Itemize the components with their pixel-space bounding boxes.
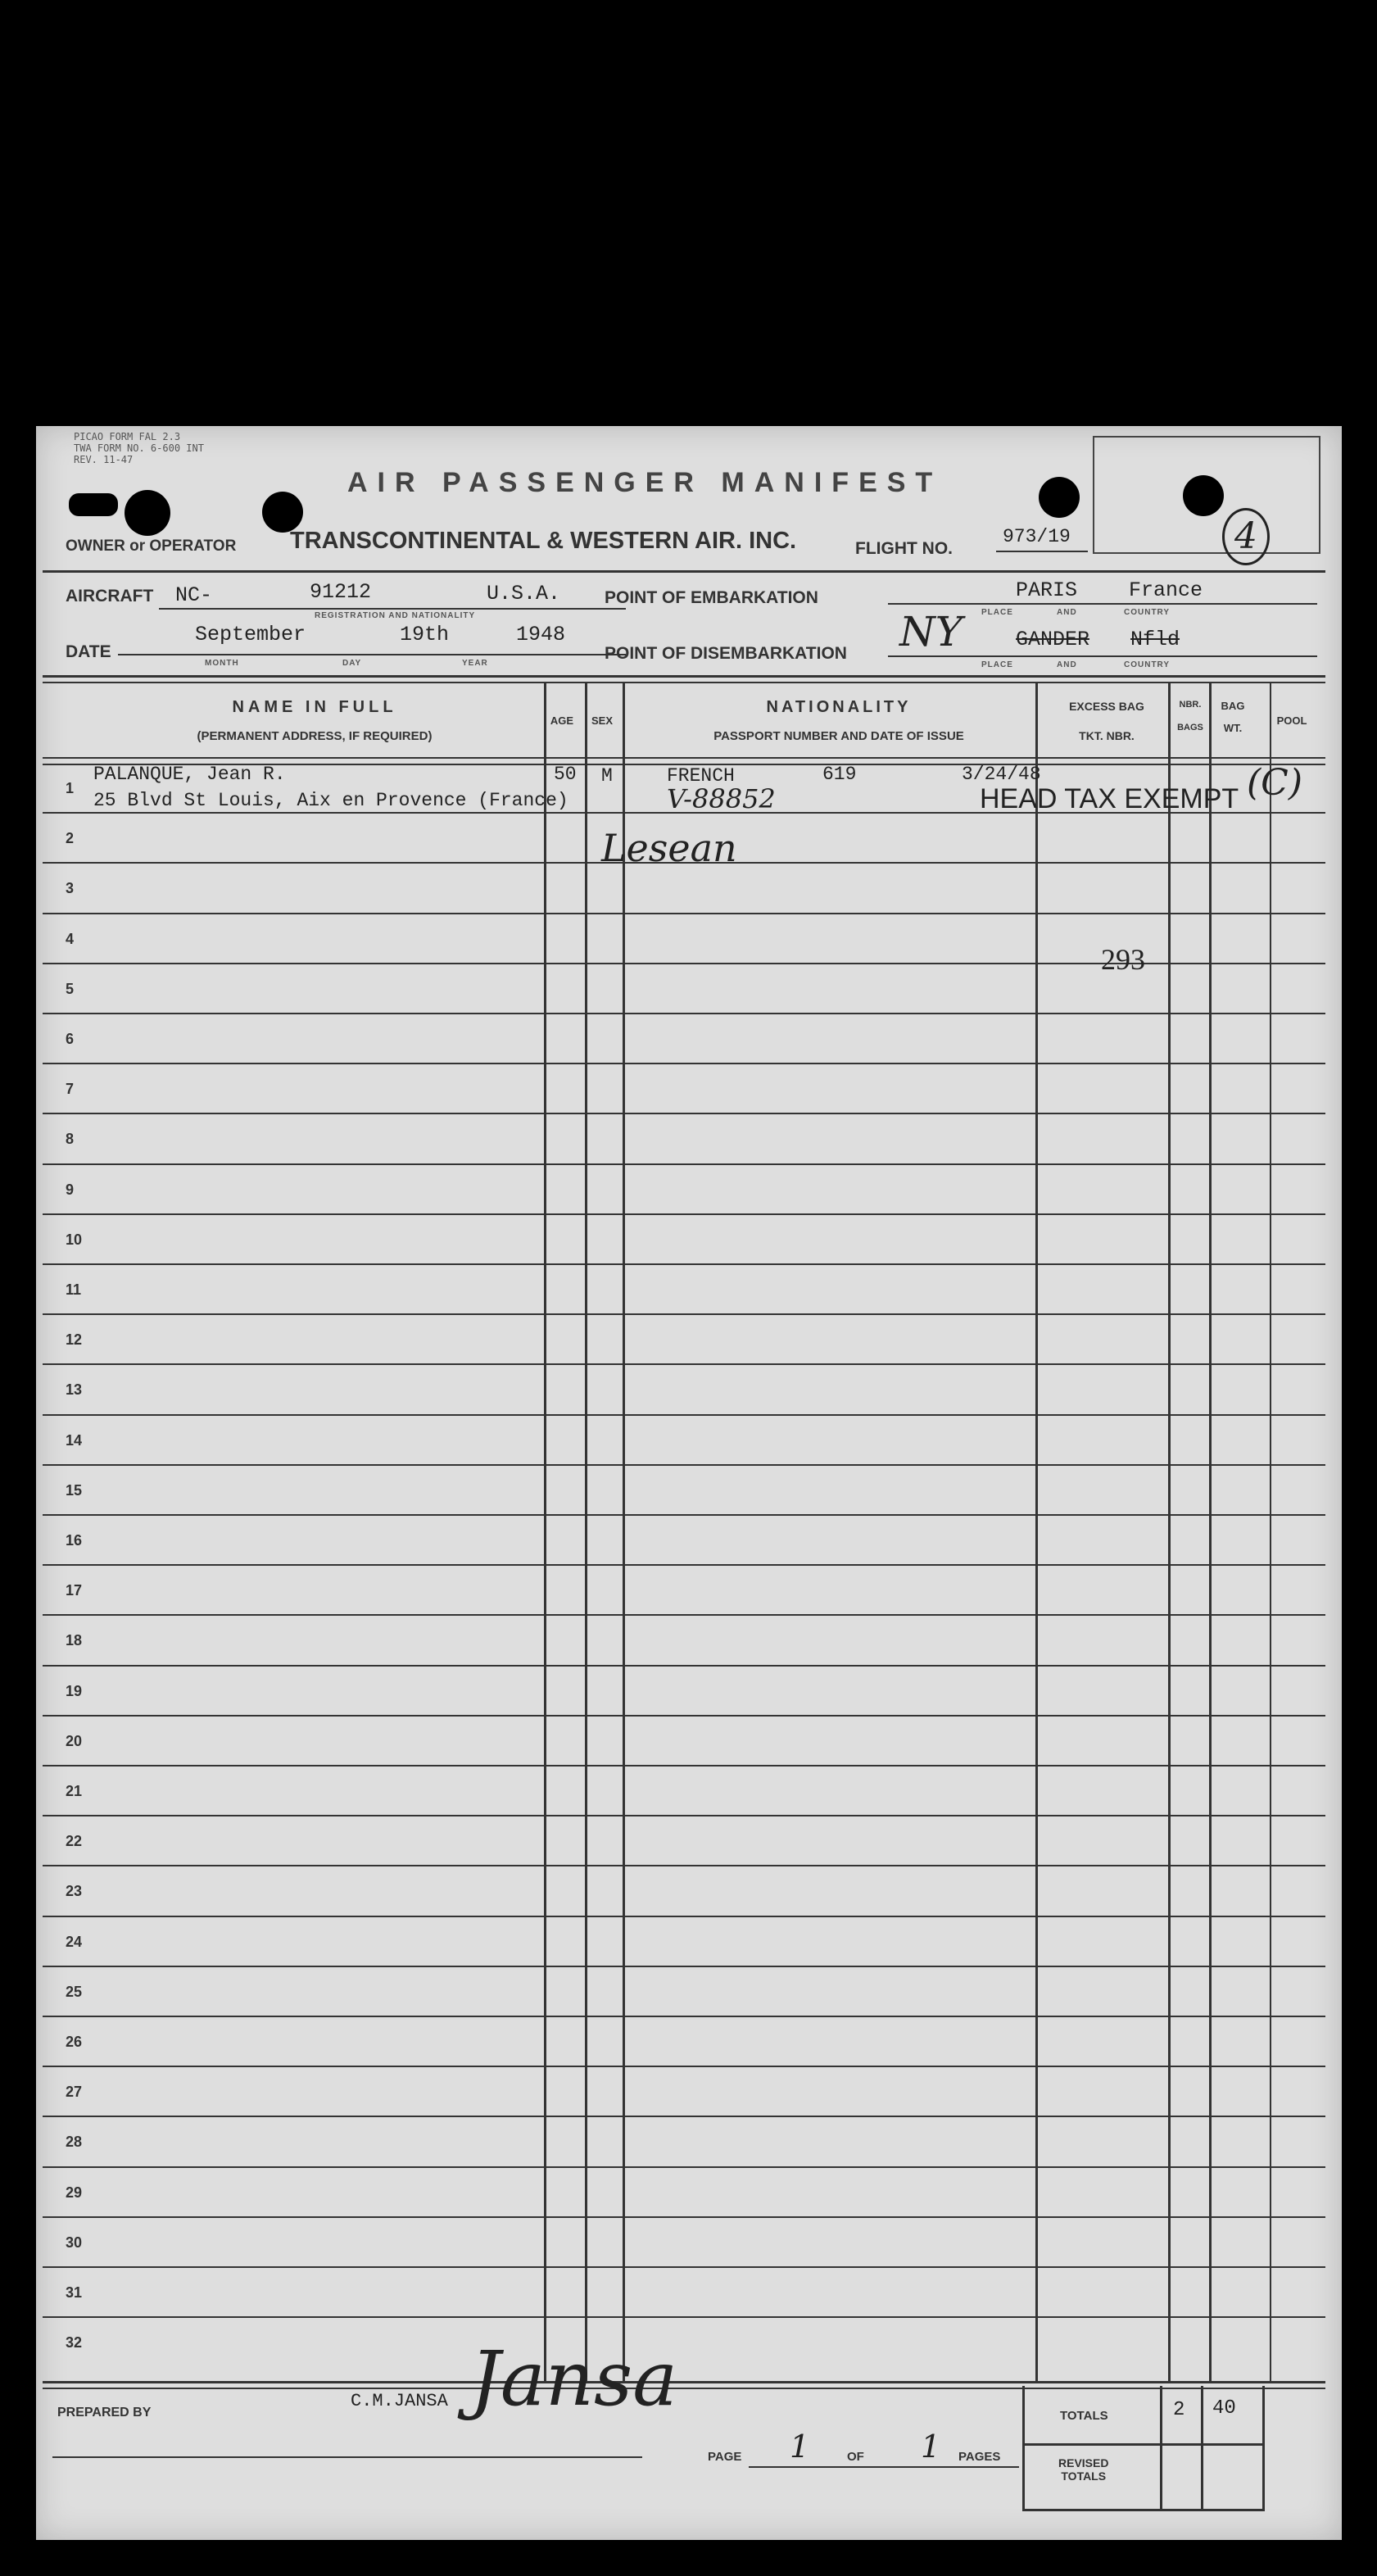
passenger-signature: Lesean [601, 826, 737, 870]
row-number: 17 [66, 1582, 83, 1599]
row-number: 21 [66, 1783, 83, 1799]
embarkation-country: France [1129, 578, 1203, 602]
row-number: 30 [66, 2234, 83, 2251]
punch-hole [69, 493, 118, 516]
row-number: 15 [66, 1481, 83, 1499]
header-nationality-sub: PASSPORT NUMBER AND DATE OF ISSUE [713, 729, 964, 743]
column-line [585, 682, 587, 2383]
row-number: 8 [66, 1131, 75, 1148]
row-line [43, 1614, 1325, 1616]
row-line [43, 1865, 1325, 1866]
date-label: DATE [66, 642, 111, 661]
row-line [43, 2266, 1325, 2268]
row-number: 31 [66, 2284, 83, 2301]
header-bag-weight-line: BAG [1221, 700, 1245, 712]
row-number: 4 [66, 930, 75, 947]
divider [43, 682, 1325, 683]
of-value: 1 [921, 2429, 941, 2465]
row-number: 3 [66, 880, 75, 897]
row-number: 25 [66, 1983, 83, 2000]
header-name-sub: (PERMANENT ADDRESS, IF REQUIRED) [197, 729, 433, 743]
of-label: OF [847, 2450, 864, 2464]
disembarkation-handwritten: NY [899, 608, 963, 655]
row-line [43, 1916, 1325, 1917]
row-number: 12 [66, 1331, 83, 1349]
day-caption: DAY [342, 659, 362, 668]
header-sex: SEX [591, 714, 613, 727]
header-bag-count-line: BAGS [1177, 723, 1203, 732]
revised-label-line: REVISED [1058, 2456, 1109, 2469]
revised-label [1058, 2456, 1108, 2483]
form-id-line: REV. 11-47 [74, 454, 134, 465]
column-line [1035, 682, 1038, 2383]
row-number: 23 [66, 1883, 83, 1900]
page-underline [749, 2466, 1019, 2468]
margin-number: 293 [1101, 943, 1145, 976]
column-line [623, 682, 625, 2383]
prepared-signature: Jansa [470, 2335, 678, 2423]
date-year: 1948 [516, 623, 566, 646]
row-line [43, 1765, 1325, 1766]
passenger-passport-handwritten: V-88852 [667, 783, 776, 814]
owner-label: OWNER or OPERATOR [66, 537, 237, 555]
totals-weight: 40 [1212, 2397, 1236, 2420]
column-line [1270, 682, 1271, 2383]
row-line [43, 2216, 1325, 2218]
row-line [43, 2066, 1325, 2067]
page-label: PAGE [708, 2450, 742, 2464]
disembarkation-struck-place: GANDER [1016, 628, 1090, 651]
year-caption: YEAR [462, 659, 488, 668]
embarkation-label: POINT OF EMBARKATION [605, 588, 818, 607]
row-line [43, 1564, 1325, 1566]
date-day: 19th [400, 623, 450, 646]
header-ticket-number: TKT. NBR. [1079, 729, 1135, 742]
row-line [43, 1966, 1325, 1967]
passenger-name: PALANQUE, Jean R. [93, 764, 286, 785]
row-line [43, 2116, 1325, 2117]
row-number: 20 [66, 1732, 83, 1749]
row-line [43, 1013, 1325, 1014]
prepared-underline [52, 2456, 642, 2458]
row-line [43, 2166, 1325, 2168]
row-line [43, 1113, 1325, 1114]
manifest-sheet [36, 426, 1342, 2540]
country-caption: COUNTRY [1124, 608, 1171, 617]
footer-line [43, 2381, 1325, 2383]
flight-underline [996, 551, 1088, 552]
revised-label-line: TOTALS [1061, 2469, 1107, 2483]
row-number: 10 [66, 1231, 83, 1248]
totals-divider [1160, 2386, 1162, 2509]
stamp-box [1093, 436, 1320, 554]
row-number: 26 [66, 2034, 83, 2050]
corner-mark: 4 [1222, 508, 1270, 565]
passenger-age: 50 [554, 764, 577, 785]
row-line [43, 2016, 1325, 2017]
row-line [43, 1715, 1325, 1717]
row-line [43, 1665, 1325, 1667]
underline [888, 655, 1317, 657]
place-caption: PLACE [981, 608, 1013, 617]
row-number: 11 [66, 1281, 82, 1298]
form-id-line: TWA FORM NO. 6-600 INT [74, 442, 204, 454]
totals-divider [1022, 2443, 1262, 2446]
row-number: 28 [66, 2134, 83, 2151]
row-number: 29 [66, 2184, 83, 2201]
header-name: NAME IN FULL [232, 698, 397, 716]
row-line [43, 1414, 1325, 1416]
row-line [43, 1815, 1325, 1816]
row-number: 19 [66, 1682, 83, 1699]
row-number: 6 [66, 1031, 75, 1047]
row-number: 13 [66, 1381, 83, 1399]
page-title: AIR PASSENGER MANIFEST [347, 467, 943, 498]
owner-value: TRANSCONTINENTAL & WESTERN AIR. INC. [290, 528, 797, 554]
row-line [43, 1514, 1325, 1516]
head-tax-stamp: HEAD TAX EXEMPT [980, 783, 1239, 814]
country-caption: COUNTRY [1124, 660, 1171, 669]
divider [43, 570, 1325, 573]
date-month: September [195, 623, 306, 646]
disembarkation-label: POINT OF DISEMBARKATION [605, 644, 847, 663]
row-line [43, 1363, 1325, 1365]
passenger-nationality: FRENCH [667, 765, 735, 787]
header-nationality: NATIONALITY [766, 698, 912, 716]
aircraft-label: AIRCRAFT [66, 587, 154, 605]
and-caption: AND [1057, 660, 1077, 669]
row-line [43, 1263, 1325, 1265]
punch-hole [125, 490, 170, 536]
passenger-address: 25 Blvd St Louis, Aix en Provence (France) [93, 790, 568, 811]
row-number: 16 [66, 1532, 83, 1549]
head-tax-mark: (C) [1247, 762, 1302, 804]
row-line [43, 1063, 1325, 1064]
divider [43, 675, 1325, 678]
underline [159, 608, 626, 610]
row-line [43, 913, 1325, 914]
and-caption: AND [1057, 608, 1077, 617]
header-bag-weight-line: WT. [1223, 722, 1243, 734]
totals-bags: 2 [1173, 2399, 1185, 2421]
prepared-value: C.M.JANSA [351, 2391, 448, 2411]
month-caption: MONTH [205, 659, 239, 668]
row-number: 24 [66, 1933, 83, 1950]
header-bag-count-line: NBR. [1179, 700, 1202, 710]
embarkation-place: PARIS [1016, 578, 1078, 602]
passenger-passport: 619 [822, 764, 857, 785]
row-number: 32 [66, 2334, 83, 2352]
row-number: 2 [66, 830, 75, 847]
flight-label: FLIGHT NO. [855, 539, 953, 558]
form-id [74, 431, 204, 465]
column-line [544, 682, 546, 2383]
place-caption: PLACE [981, 660, 1013, 669]
underline [118, 654, 626, 655]
pages-label: PAGES [958, 2450, 1001, 2464]
passenger-sex: M [601, 765, 613, 787]
row-number: 9 [66, 1181, 75, 1198]
row-line [43, 1213, 1325, 1215]
column-line [1168, 682, 1171, 2383]
form-id-line: PICAO FORM FAL 2.3 [74, 431, 181, 442]
aircraft-prefix: NC- [175, 583, 213, 607]
punch-hole [1039, 477, 1080, 518]
flight-value: 973/19 [1003, 526, 1071, 547]
header-bag-weight [1212, 700, 1253, 734]
aircraft-registration: 91212 [310, 580, 372, 604]
row-number: 22 [66, 1833, 83, 1850]
header-pool: POOL [1276, 714, 1307, 727]
row-number: 18 [66, 1632, 83, 1649]
totals-label: TOTALS [1060, 2409, 1108, 2423]
row-number: 7 [66, 1081, 75, 1098]
header-line [43, 757, 1325, 759]
row-number: 27 [66, 2084, 83, 2101]
punch-hole [262, 492, 303, 533]
header-excess-bag: EXCESS BAG [1069, 700, 1144, 713]
row-number: 14 [66, 1431, 83, 1449]
header-age: AGE [550, 714, 574, 727]
disembarkation-struck-country: Nfld [1130, 628, 1180, 651]
row-line [43, 1464, 1325, 1466]
aircraft-caption: REGISTRATION AND NATIONALITY [315, 611, 476, 620]
row-line [43, 2316, 1325, 2318]
totals-divider [1201, 2386, 1203, 2509]
row-line [43, 1163, 1325, 1165]
row-number: 1 [66, 780, 75, 796]
column-line [1209, 682, 1212, 2383]
underline [888, 603, 1317, 605]
page-value: 1 [790, 2429, 810, 2465]
row-line [43, 1313, 1325, 1315]
row-number: 5 [66, 980, 75, 997]
passenger-passport-date: 3/24/48 [962, 764, 1041, 785]
aircraft-nationality: U.S.A. [487, 582, 561, 605]
prepared-label: PREPARED BY [57, 2406, 152, 2420]
header-bag-count [1170, 700, 1211, 732]
